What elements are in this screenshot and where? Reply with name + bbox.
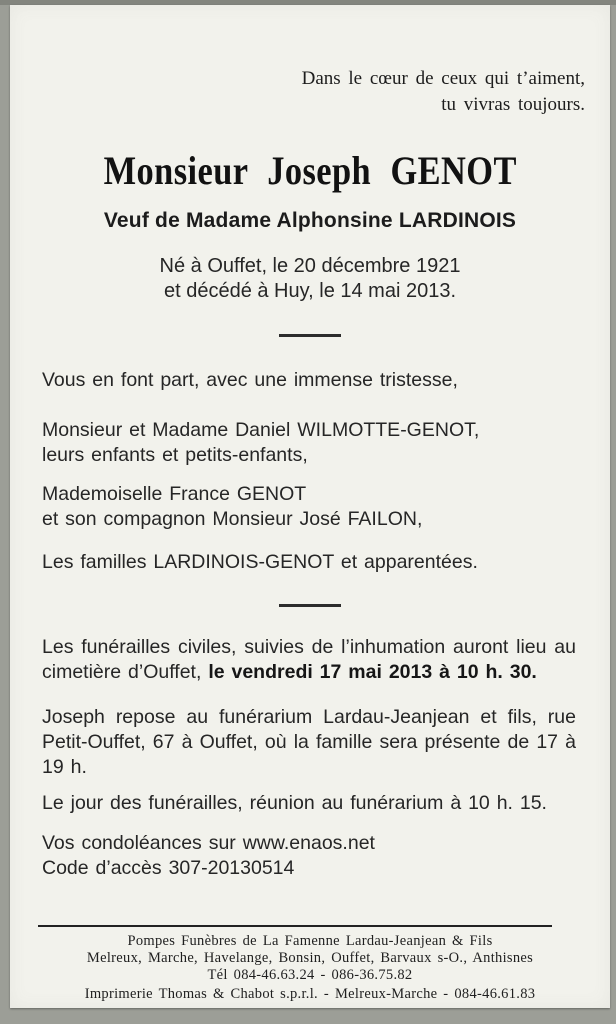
death-line: et décédé à Huy, le 14 mai 2013.: [163, 280, 457, 302]
memorial-card: [10, 5, 610, 1008]
ceremony-datetime: le vendredi 17 mai 2013 à 10 h. 30.: [208, 661, 537, 683]
deceased-relation: Veuf de Madame Alphonsine LARDINOIS: [103, 209, 517, 232]
mourner-2-line-1: Mademoiselle France GENOT: [42, 483, 307, 505]
mourner-group-2: [10, 482, 610, 532]
announcement-intro: Vous en font part, avec une immense tristesse,: [42, 369, 458, 391]
undertaker-locations: Melreux, Marche, Havelange, Bonsin, Ouffet, Barvaux s-O., Anthisnes: [86, 950, 534, 966]
undertaker-name: Pompes Funèbres de La Famenne Lardau-Jeanjean & Fils: [127, 933, 493, 949]
deceased-name: [10, 148, 610, 194]
section-divider: [279, 604, 341, 607]
section-divider: [279, 334, 341, 337]
condolences-block: [10, 831, 610, 881]
undertaker-phone: Tél 084-46.63.24 - 086-36.75.82: [207, 967, 413, 983]
funeral-ceremony-details: [10, 635, 610, 685]
mourner-1-line-2: leurs enfants et petits-enfants,: [42, 444, 308, 466]
epigraph: [10, 66, 585, 118]
repose-details: Joseph repose au funérarium Lardau-Jeanjean et fils, rue Petit-Ouffet, 67 à Ouffet, où la famille sera présente de 17 à 19 h.: [42, 706, 576, 778]
related-families: Les familles LARDINOIS-GENOT et apparentées.: [42, 551, 478, 573]
mourner-1-line-1: Monsieur et Madame Daniel WILMOTTE-GENOT,: [42, 419, 480, 441]
ceremony-text: Les funérailles civiles, suivies de l’inhumation auront lieu au cimetière d’Ouffet,: [42, 636, 576, 683]
epigraph-line-1: Dans le cœur de ceux qui t’aiment,: [301, 68, 585, 89]
deceased-name-text: Monsieur Joseph GENOT: [103, 148, 517, 193]
footer-divider: [38, 925, 552, 927]
gathering-details: Le jour des funérailles, réunion au funérarium à 10 h. 15.: [42, 792, 547, 814]
mourner-2-line-2: et son compagnon Monsieur José FAILON,: [42, 508, 423, 530]
footer: [10, 933, 610, 1003]
access-code-line: Code d’accès 307-20130514: [42, 857, 295, 879]
mourner-group-1: [10, 418, 610, 468]
printer-credit: Imprimerie Thomas & Chabot s.p.r.l. - Melreux-Marche - 084-46.61.83: [84, 986, 536, 1002]
condolences-website-line: Vos condoléances sur www.enaos.net: [42, 832, 375, 854]
epigraph-line-2: tu vivras toujours.: [441, 94, 585, 115]
birth-line: Né à Ouffet, le 20 décembre 1921: [159, 255, 461, 277]
birth-death-dates: [10, 254, 610, 304]
